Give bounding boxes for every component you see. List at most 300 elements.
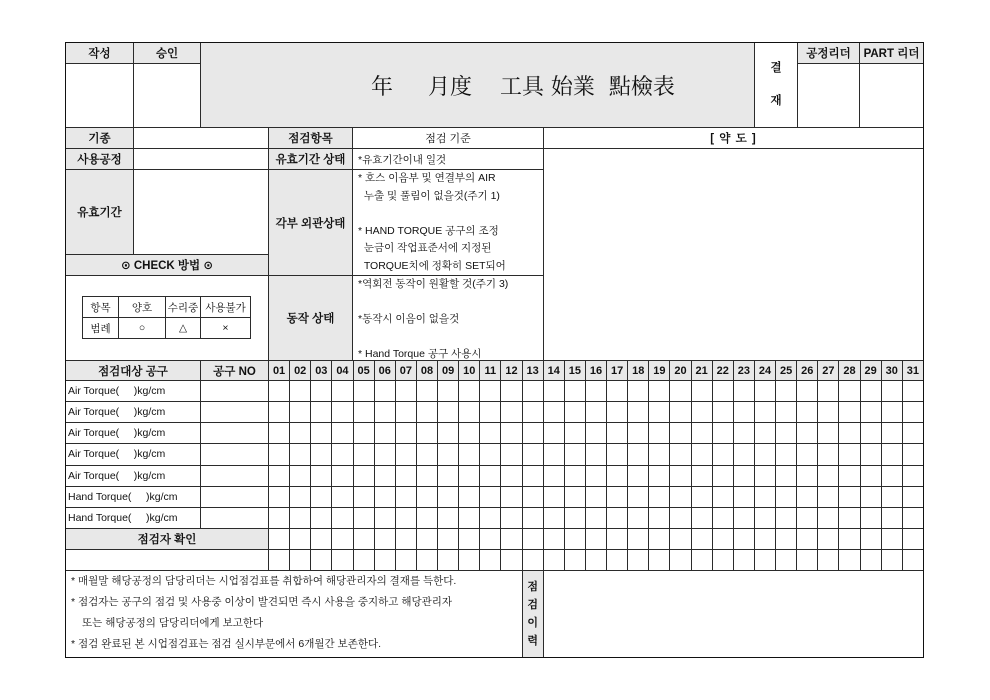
inspector-name-cell[interactable] (627, 549, 649, 571)
daily-check-cell[interactable] (669, 443, 691, 465)
daily-check-cell[interactable] (733, 422, 755, 444)
daily-check-cell[interactable] (691, 380, 713, 402)
daily-check-cell[interactable] (458, 507, 480, 529)
daily-check-cell[interactable] (691, 422, 713, 444)
daily-check-cell[interactable] (606, 486, 628, 508)
daily-check-cell[interactable] (331, 486, 353, 508)
daily-check-cell[interactable] (522, 443, 544, 465)
inspector-name-cell[interactable] (479, 549, 501, 571)
daily-check-cell[interactable] (268, 380, 290, 402)
daily-check-cell[interactable] (500, 401, 522, 423)
daily-check-cell[interactable] (796, 422, 818, 444)
daily-check-cell[interactable] (500, 465, 522, 487)
inspector-name-cell[interactable] (500, 549, 522, 571)
daily-check-cell[interactable] (585, 486, 607, 508)
daily-check-cell[interactable] (627, 507, 649, 529)
daily-check-cell[interactable] (881, 380, 903, 402)
inspector-confirm-cell[interactable] (881, 528, 903, 550)
daily-check-cell[interactable] (564, 465, 586, 487)
daily-check-cell[interactable] (416, 422, 438, 444)
tool-no-cell[interactable] (200, 401, 269, 423)
daily-check-cell[interactable] (268, 422, 290, 444)
daily-check-cell[interactable] (606, 465, 628, 487)
daily-check-cell[interactable] (712, 507, 734, 529)
daily-check-cell[interactable] (585, 422, 607, 444)
daily-check-cell[interactable] (543, 380, 565, 402)
inspector-confirm-cell[interactable] (669, 528, 691, 550)
inspector-confirm-cell[interactable] (838, 528, 860, 550)
inspector-name-cell[interactable] (691, 549, 713, 571)
daily-check-cell[interactable] (374, 401, 396, 423)
daily-check-cell[interactable] (479, 507, 501, 529)
day-header: 28 (838, 360, 860, 381)
daily-check-cell[interactable] (289, 507, 311, 529)
daily-check-cell[interactable] (479, 401, 501, 423)
inspector-name-cell[interactable] (374, 549, 396, 571)
daily-check-cell[interactable] (817, 486, 839, 508)
daily-check-cell[interactable] (627, 486, 649, 508)
process-leader-signature-box[interactable] (797, 63, 860, 128)
daily-check-cell[interactable] (331, 443, 353, 465)
daily-check-cell[interactable] (310, 401, 332, 423)
inspector-confirm-cell[interactable] (289, 528, 311, 550)
daily-check-cell[interactable] (669, 422, 691, 444)
daily-check-cell[interactable] (902, 380, 924, 402)
daily-check-cell[interactable] (712, 380, 734, 402)
inspector-name-cell[interactable] (754, 549, 776, 571)
daily-check-cell[interactable] (648, 507, 670, 529)
inspector-name-cell[interactable] (733, 549, 755, 571)
daily-check-cell[interactable] (395, 422, 417, 444)
daily-check-cell[interactable] (754, 507, 776, 529)
inspector-confirm-cell[interactable] (860, 528, 882, 550)
inspector-confirm-cell[interactable] (268, 528, 290, 550)
daily-check-cell[interactable] (458, 380, 480, 402)
sketch-area[interactable] (543, 148, 924, 361)
daily-check-cell[interactable] (606, 507, 628, 529)
daily-check-cell[interactable] (775, 443, 797, 465)
daily-check-cell[interactable] (395, 465, 417, 487)
daily-check-cell[interactable] (881, 486, 903, 508)
daily-check-cell[interactable] (353, 507, 375, 529)
daily-check-cell[interactable] (458, 486, 480, 508)
daily-check-cell[interactable] (585, 443, 607, 465)
daily-check-cell[interactable] (395, 401, 417, 423)
inspector-name-cell[interactable] (585, 549, 607, 571)
daily-check-cell[interactable] (881, 401, 903, 423)
daily-check-cell[interactable] (860, 401, 882, 423)
tool-no-cell[interactable] (200, 443, 269, 465)
daily-check-cell[interactable] (543, 422, 565, 444)
inspector-name-cell[interactable] (817, 549, 839, 571)
daily-check-cell[interactable] (775, 507, 797, 529)
inspector-name-cell[interactable] (268, 549, 290, 571)
inspector-name-cell[interactable] (775, 549, 797, 571)
inspector-confirm-cell[interactable] (522, 528, 544, 550)
inspector-confirm-cell[interactable] (437, 528, 459, 550)
daily-check-cell[interactable] (691, 507, 713, 529)
inspector-confirm-cell[interactable] (775, 528, 797, 550)
daily-check-cell[interactable] (733, 380, 755, 402)
daily-check-cell[interactable] (289, 380, 311, 402)
daily-check-cell[interactable] (331, 465, 353, 487)
inspector-confirm-cell[interactable] (733, 528, 755, 550)
inspector-confirm-cell[interactable] (648, 528, 670, 550)
daily-check-cell[interactable] (754, 380, 776, 402)
daily-check-cell[interactable] (691, 486, 713, 508)
daily-check-cell[interactable] (627, 401, 649, 423)
daily-check-cell[interactable] (902, 401, 924, 423)
daily-check-cell[interactable] (564, 443, 586, 465)
daily-check-cell[interactable] (712, 422, 734, 444)
daily-check-cell[interactable] (775, 486, 797, 508)
daily-check-cell[interactable] (838, 507, 860, 529)
daily-check-cell[interactable] (881, 422, 903, 444)
daily-check-cell[interactable] (627, 443, 649, 465)
daily-check-cell[interactable] (543, 465, 565, 487)
daily-check-cell[interactable] (331, 380, 353, 402)
daily-check-cell[interactable] (395, 486, 417, 508)
daily-check-cell[interactable] (437, 465, 459, 487)
inspector-confirm-cell[interactable] (754, 528, 776, 550)
daily-check-cell[interactable] (627, 422, 649, 444)
inspector-confirm-cell[interactable] (374, 528, 396, 550)
inspector-confirm-cell[interactable] (606, 528, 628, 550)
approver-signature-box[interactable] (133, 63, 201, 128)
inspector-name-cell[interactable] (543, 549, 565, 571)
daily-check-cell[interactable] (416, 507, 438, 529)
daily-check-cell[interactable] (500, 422, 522, 444)
daily-check-cell[interactable] (817, 401, 839, 423)
daily-check-cell[interactable] (374, 486, 396, 508)
daily-check-cell[interactable] (627, 380, 649, 402)
daily-check-cell[interactable] (585, 507, 607, 529)
daily-check-cell[interactable] (353, 422, 375, 444)
inspector-confirm-cell[interactable] (902, 528, 924, 550)
daily-check-cell[interactable] (374, 465, 396, 487)
daily-check-cell[interactable] (881, 465, 903, 487)
inspector-confirm-cell[interactable] (458, 528, 480, 550)
inspector-confirm-cell[interactable] (500, 528, 522, 550)
daily-check-cell[interactable] (268, 465, 290, 487)
inspector-confirm-cell[interactable] (691, 528, 713, 550)
daily-check-cell[interactable] (669, 401, 691, 423)
daily-check-cell[interactable] (838, 422, 860, 444)
daily-check-cell[interactable] (627, 465, 649, 487)
inspector-confirm-cell[interactable] (796, 528, 818, 550)
inspector-confirm-cell[interactable] (585, 528, 607, 550)
daily-check-cell[interactable] (733, 401, 755, 423)
daily-check-cell[interactable] (564, 422, 586, 444)
daily-check-cell[interactable] (479, 465, 501, 487)
daily-check-cell[interactable] (754, 465, 776, 487)
day-header: 16 (585, 360, 607, 381)
daily-check-cell[interactable] (310, 486, 332, 508)
daily-check-cell[interactable] (754, 486, 776, 508)
inspector-name-cell[interactable] (353, 549, 375, 571)
daily-check-cell[interactable] (437, 422, 459, 444)
inspector-name-cell[interactable] (796, 549, 818, 571)
daily-check-cell[interactable] (268, 507, 290, 529)
daily-check-cell[interactable] (606, 443, 628, 465)
daily-check-cell[interactable] (374, 443, 396, 465)
daily-check-cell[interactable] (416, 380, 438, 402)
daily-check-cell[interactable] (712, 486, 734, 508)
daily-check-cell[interactable] (796, 507, 818, 529)
daily-check-cell[interactable] (268, 486, 290, 508)
daily-check-cell[interactable] (817, 380, 839, 402)
daily-check-cell[interactable] (310, 422, 332, 444)
daily-check-cell[interactable] (310, 507, 332, 529)
daily-check-cell[interactable] (775, 401, 797, 423)
inspector-name-cell[interactable] (669, 549, 691, 571)
daily-check-cell[interactable] (374, 380, 396, 402)
daily-check-cell[interactable] (733, 443, 755, 465)
daily-check-cell[interactable] (500, 507, 522, 529)
daily-check-cell[interactable] (543, 401, 565, 423)
daily-check-cell[interactable] (860, 507, 882, 529)
tool-no-cell[interactable] (200, 486, 269, 508)
tool-no-cell[interactable] (200, 422, 269, 444)
daily-check-cell[interactable] (796, 401, 818, 423)
daily-check-cell[interactable] (395, 443, 417, 465)
daily-check-cell[interactable] (817, 507, 839, 529)
daily-check-cell[interactable] (881, 443, 903, 465)
daily-check-cell[interactable] (881, 507, 903, 529)
tool-no-cell[interactable] (200, 380, 269, 402)
daily-check-cell[interactable] (860, 486, 882, 508)
inspector-confirm-cell[interactable] (416, 528, 438, 550)
daily-check-cell[interactable] (712, 401, 734, 423)
inspector-confirm-cell[interactable] (395, 528, 417, 550)
daily-check-cell[interactable] (606, 401, 628, 423)
daily-check-cell[interactable] (437, 486, 459, 508)
daily-check-cell[interactable] (712, 443, 734, 465)
tool-no-cell[interactable] (200, 507, 269, 529)
daily-check-cell[interactable] (733, 486, 755, 508)
daily-check-cell[interactable] (648, 422, 670, 444)
daily-check-cell[interactable] (416, 443, 438, 465)
daily-check-cell[interactable] (860, 443, 882, 465)
daily-check-cell[interactable] (754, 443, 776, 465)
daily-check-cell[interactable] (416, 401, 438, 423)
daily-check-cell[interactable] (860, 380, 882, 402)
daily-check-cell[interactable] (310, 465, 332, 487)
daily-check-cell[interactable] (522, 507, 544, 529)
inspector-confirm-cell[interactable] (712, 528, 734, 550)
daily-check-cell[interactable] (522, 465, 544, 487)
daily-check-cell[interactable] (395, 507, 417, 529)
daily-check-cell[interactable] (395, 380, 417, 402)
daily-check-cell[interactable] (458, 422, 480, 444)
daily-check-cell[interactable] (775, 380, 797, 402)
daily-check-cell[interactable] (796, 443, 818, 465)
inspector-name-cell[interactable] (712, 549, 734, 571)
daily-check-cell[interactable] (860, 465, 882, 487)
daily-check-cell[interactable] (669, 380, 691, 402)
daily-check-cell[interactable] (331, 507, 353, 529)
daily-check-cell[interactable] (479, 486, 501, 508)
inspector-name-cell[interactable] (902, 549, 924, 571)
daily-check-cell[interactable] (796, 380, 818, 402)
daily-check-cell[interactable] (268, 443, 290, 465)
daily-check-cell[interactable] (585, 401, 607, 423)
daily-check-cell[interactable] (902, 465, 924, 487)
daily-check-cell[interactable] (543, 486, 565, 508)
daily-check-cell[interactable] (838, 380, 860, 402)
inspector-name-cell[interactable] (881, 549, 903, 571)
daily-check-cell[interactable] (479, 380, 501, 402)
inspector-name-cell[interactable] (331, 549, 353, 571)
daily-check-cell[interactable] (416, 486, 438, 508)
daily-check-cell[interactable] (289, 465, 311, 487)
daily-check-cell[interactable] (691, 401, 713, 423)
daily-check-cell[interactable] (289, 443, 311, 465)
process-field[interactable] (133, 148, 269, 170)
daily-check-cell[interactable] (522, 486, 544, 508)
inspector-name-cell[interactable] (860, 549, 882, 571)
daily-check-cell[interactable] (838, 443, 860, 465)
daily-check-cell[interactable] (543, 507, 565, 529)
daily-check-cell[interactable] (331, 422, 353, 444)
daily-check-cell[interactable] (500, 380, 522, 402)
daily-check-cell[interactable] (775, 422, 797, 444)
inspector-name-cell[interactable] (416, 549, 438, 571)
daily-check-cell[interactable] (353, 443, 375, 465)
inspector-name-field[interactable] (65, 549, 269, 571)
note-line: * 점검 완료된 본 시업점검표는 점검 실시부문에서 6개월간 보존한다. (71, 638, 382, 650)
inspector-name-cell[interactable] (458, 549, 480, 571)
daily-check-cell[interactable] (902, 422, 924, 444)
inspector-name-cell[interactable] (437, 549, 459, 571)
daily-check-cell[interactable] (268, 401, 290, 423)
inspector-name-cell[interactable] (522, 549, 544, 571)
daily-check-cell[interactable] (374, 507, 396, 529)
daily-check-cell[interactable] (838, 401, 860, 423)
inspector-confirm-cell[interactable] (564, 528, 586, 550)
daily-check-cell[interactable] (564, 380, 586, 402)
daily-check-cell[interactable] (289, 486, 311, 508)
daily-check-cell[interactable] (458, 443, 480, 465)
inspector-confirm-cell[interactable] (543, 528, 565, 550)
daily-check-cell[interactable] (817, 465, 839, 487)
daily-check-cell[interactable] (374, 422, 396, 444)
daily-check-cell[interactable] (733, 507, 755, 529)
inspector-name-cell[interactable] (838, 549, 860, 571)
daily-check-cell[interactable] (564, 401, 586, 423)
daily-check-cell[interactable] (817, 422, 839, 444)
daily-check-cell[interactable] (817, 443, 839, 465)
daily-check-cell[interactable] (564, 507, 586, 529)
daily-check-cell[interactable] (522, 401, 544, 423)
author-signature-box[interactable] (65, 63, 134, 128)
daily-check-cell[interactable] (522, 380, 544, 402)
daily-check-cell[interactable] (458, 401, 480, 423)
daily-check-cell[interactable] (648, 443, 670, 465)
inspector-confirm-cell[interactable] (310, 528, 332, 550)
daily-check-cell[interactable] (648, 486, 670, 508)
inspector-confirm-cell[interactable] (817, 528, 839, 550)
daily-check-cell[interactable] (754, 422, 776, 444)
daily-check-cell[interactable] (437, 507, 459, 529)
daily-check-cell[interactable] (669, 486, 691, 508)
daily-check-cell[interactable] (289, 422, 311, 444)
inspection-history-area[interactable] (543, 570, 924, 658)
daily-check-cell[interactable] (353, 380, 375, 402)
inspector-name-cell[interactable] (395, 549, 417, 571)
tool-no-cell[interactable] (200, 465, 269, 487)
daily-check-cell[interactable] (775, 465, 797, 487)
daily-check-cell[interactable] (606, 422, 628, 444)
model-field[interactable] (133, 127, 269, 149)
inspector-name-cell[interactable] (648, 549, 670, 571)
part-leader-label: PART 리더 (859, 42, 924, 64)
daily-check-cell[interactable] (585, 465, 607, 487)
daily-check-cell[interactable] (648, 401, 670, 423)
daily-check-cell[interactable] (902, 507, 924, 529)
inspector-name-cell[interactable] (310, 549, 332, 571)
inspector-confirm-cell[interactable] (331, 528, 353, 550)
inspector-confirm-cell[interactable] (627, 528, 649, 550)
daily-check-cell[interactable] (796, 486, 818, 508)
daily-check-cell[interactable] (902, 443, 924, 465)
daily-check-cell[interactable] (416, 465, 438, 487)
daily-check-cell[interactable] (648, 380, 670, 402)
daily-check-cell[interactable] (310, 443, 332, 465)
daily-check-cell[interactable] (796, 465, 818, 487)
daily-check-cell[interactable] (754, 401, 776, 423)
daily-check-cell[interactable] (353, 486, 375, 508)
daily-check-cell[interactable] (479, 443, 501, 465)
daily-check-cell[interactable] (331, 401, 353, 423)
daily-check-cell[interactable] (838, 465, 860, 487)
daily-check-cell[interactable] (500, 443, 522, 465)
daily-check-cell[interactable] (902, 486, 924, 508)
inspector-name-cell[interactable] (289, 549, 311, 571)
daily-check-cell[interactable] (733, 465, 755, 487)
inspector-confirm-cell[interactable] (353, 528, 375, 550)
validity-period-field[interactable] (133, 169, 269, 255)
daily-check-cell[interactable] (353, 401, 375, 423)
inspector-confirm-cell[interactable] (479, 528, 501, 550)
daily-check-cell[interactable] (606, 380, 628, 402)
daily-check-cell[interactable] (500, 486, 522, 508)
daily-check-cell[interactable] (669, 465, 691, 487)
daily-check-cell[interactable] (691, 443, 713, 465)
daily-check-cell[interactable] (437, 443, 459, 465)
daily-check-cell[interactable] (289, 401, 311, 423)
part-leader-signature-box[interactable] (859, 63, 924, 128)
daily-check-cell[interactable] (838, 486, 860, 508)
inspector-name-cell[interactable] (564, 549, 586, 571)
daily-check-cell[interactable] (564, 486, 586, 508)
daily-check-cell[interactable] (543, 443, 565, 465)
daily-check-cell[interactable] (310, 380, 332, 402)
daily-check-cell[interactable] (712, 465, 734, 487)
daily-check-cell[interactable] (669, 507, 691, 529)
daily-check-cell[interactable] (437, 380, 459, 402)
daily-check-cell[interactable] (691, 465, 713, 487)
daily-check-cell[interactable] (648, 465, 670, 487)
daily-check-cell[interactable] (522, 422, 544, 444)
daily-check-cell[interactable] (585, 380, 607, 402)
daily-check-cell[interactable] (860, 422, 882, 444)
daily-check-cell[interactable] (479, 422, 501, 444)
daily-check-cell[interactable] (458, 465, 480, 487)
daily-check-cell[interactable] (437, 401, 459, 423)
inspector-name-cell[interactable] (606, 549, 628, 571)
daily-check-cell[interactable] (353, 465, 375, 487)
